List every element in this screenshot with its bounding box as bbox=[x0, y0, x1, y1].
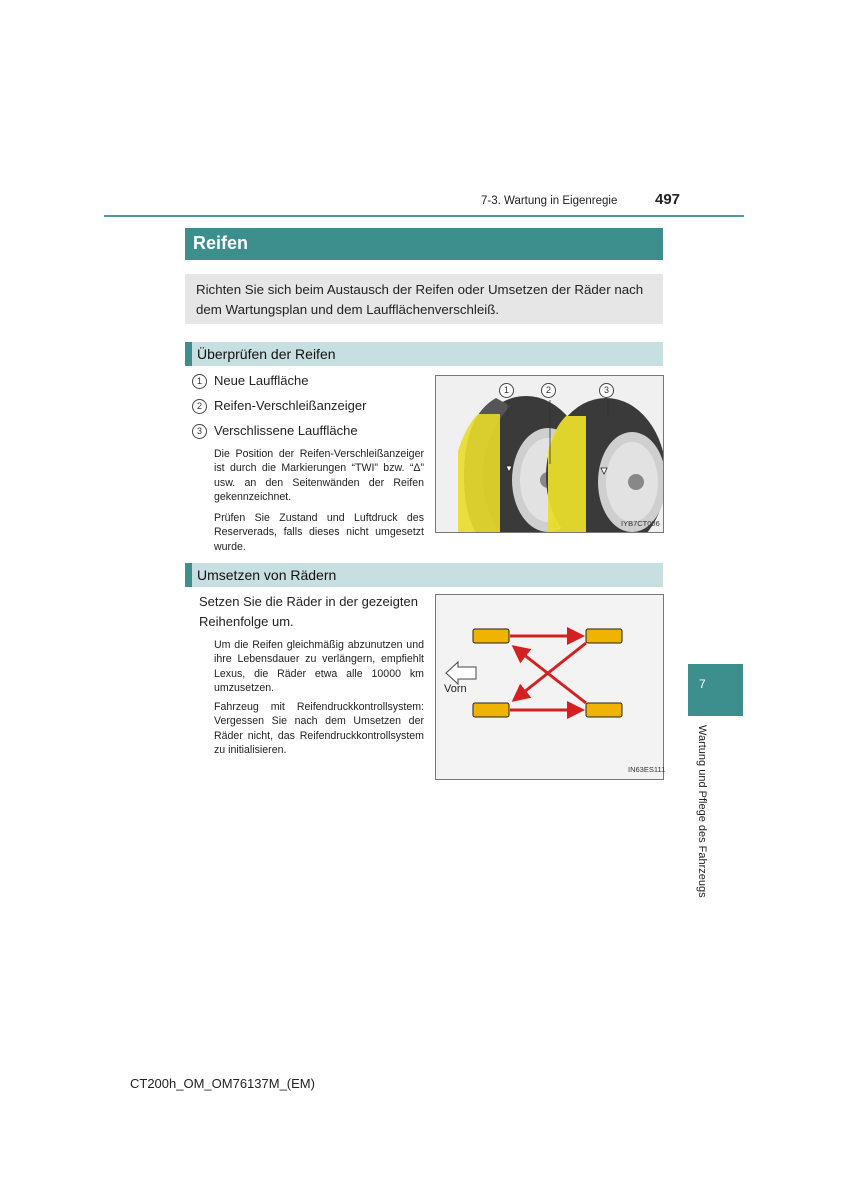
item-label-wear-indicator: Reifen-Verschleißanzeiger bbox=[214, 398, 367, 413]
callout-number-2: 2 bbox=[192, 399, 207, 414]
section-accent bbox=[185, 563, 192, 587]
tire-drawing bbox=[436, 376, 663, 532]
note-spare-wheel: Prüfen Sie Zustand und Luftdruck des Reserverads, falls dieses nicht umgesetzt wurde. bbox=[214, 512, 424, 553]
rotate-intro: Setzen Sie die Räder in der gezeigten Reihenfolge um. bbox=[199, 594, 418, 629]
item-label-new-tread: Neue Lauffläche bbox=[214, 373, 309, 388]
image-code-rotation: IN63ES111 bbox=[628, 765, 666, 774]
footer-doc-code: CT200h_OM_OM76137M_(EM) bbox=[130, 1076, 315, 1091]
item-label-worn-tread: Verschlissene Lauffläche bbox=[214, 423, 358, 438]
page-number: 497 bbox=[655, 191, 681, 208]
note-rotation-interval: Um die Reifen gleichmäßig abzunutzen und ihre Lebensdauer zu verlängern, empfiehlt Lexus, die Räder etwa alle 10000 km umzusetzen. bbox=[214, 639, 424, 694]
image-callout-2: 2 bbox=[541, 383, 556, 398]
section-heading-rotate: Umsetzen von Rädern bbox=[197, 567, 337, 583]
chapter-tab bbox=[688, 664, 743, 716]
header-section-title: 7-3. Wartung in Eigenregie bbox=[481, 195, 618, 207]
callout-number-3: 3 bbox=[192, 424, 207, 439]
intro-text: Richten Sie sich beim Austausch der Reifen oder Umsetzen der Räder nach dem Wartungsplan und dem Laufflächenverschleiß. bbox=[196, 282, 644, 317]
image-callout-1: 1 bbox=[499, 383, 514, 398]
image-callout-3: 3 bbox=[599, 383, 614, 398]
note-tpms: Fahrzeug mit Reifendruckkontrollsystem: Vergessen Sie nach dem Umsetzen der Räder nicht, das Reifendruckkontrollsystem zu initialisieren. bbox=[214, 701, 424, 756]
image-code-tire: IYB7CT006 bbox=[621, 519, 660, 528]
section-heading-check: Überprüfen der Reifen bbox=[197, 346, 336, 362]
tire-illustration bbox=[435, 375, 664, 533]
rotation-drawing bbox=[436, 595, 666, 779]
title-bar bbox=[185, 228, 663, 260]
section-accent bbox=[185, 342, 192, 366]
page-title: Reifen bbox=[193, 233, 249, 253]
rotation-diagram bbox=[435, 594, 664, 780]
header-rule bbox=[104, 215, 744, 217]
chapter-title-vertical: Wartung und Pflege des Fahrzeugs bbox=[696, 725, 708, 898]
front-label: Vorn bbox=[444, 683, 467, 695]
note-twi: Die Position der Reifen-Verschleißanzeiger ist durch die Markierungen “TWI” bzw. “Δ” usw. an den Seitenwänden der Reifen gekennzeichnet. bbox=[214, 448, 424, 503]
callout-number-1: 1 bbox=[192, 374, 207, 389]
chapter-number: 7 bbox=[699, 677, 706, 691]
